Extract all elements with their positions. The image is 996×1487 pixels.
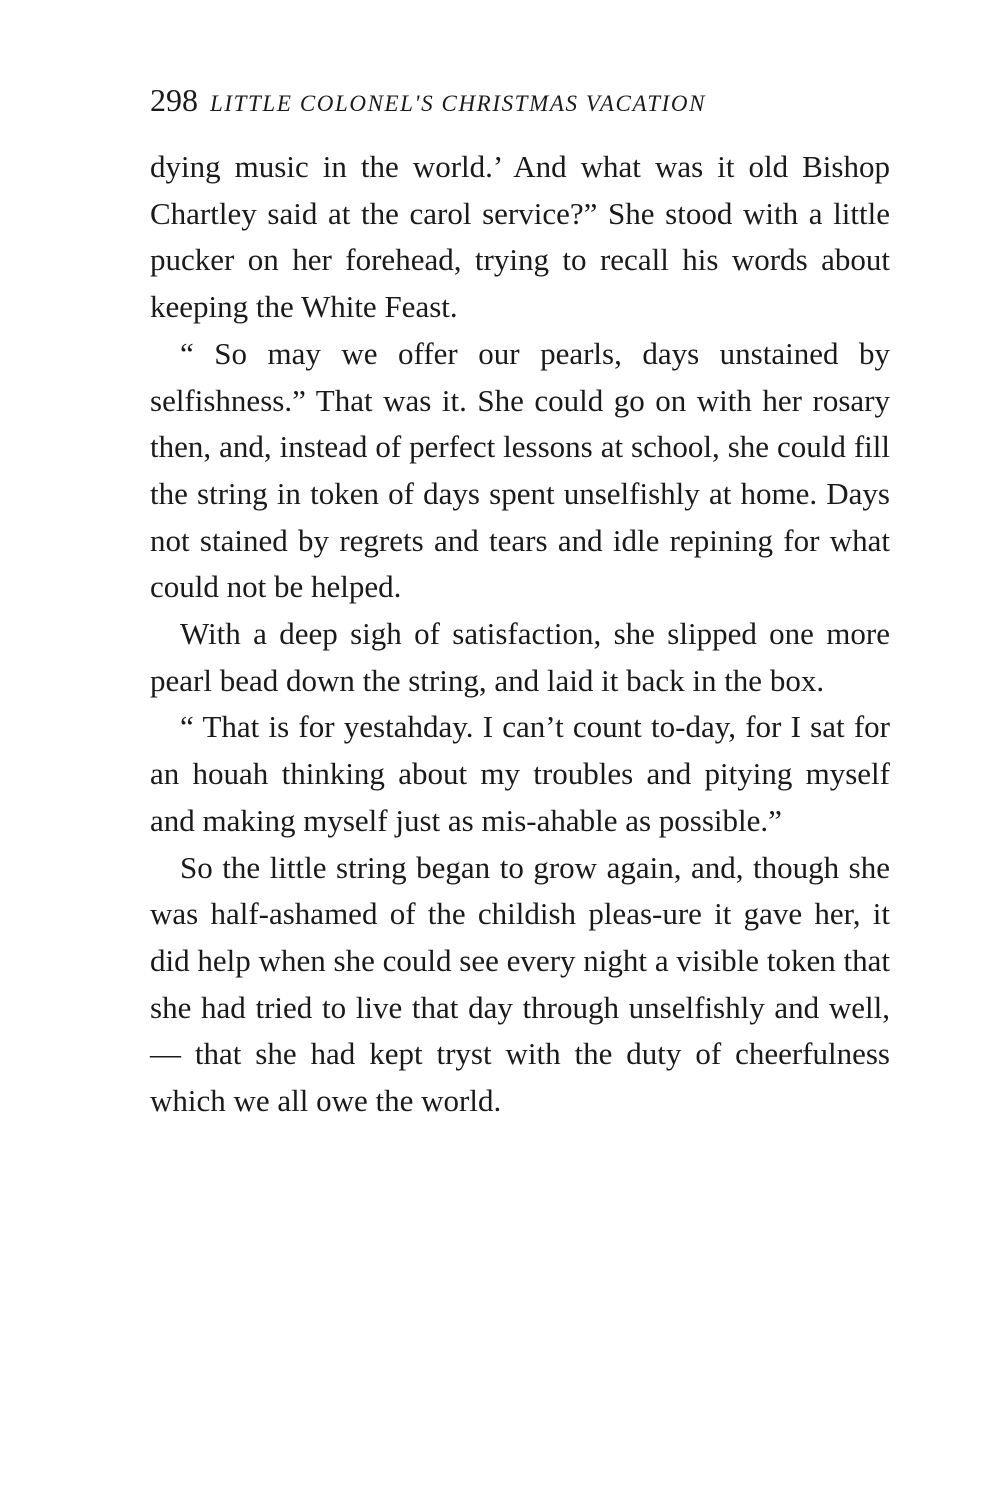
paragraph-3: With a deep sigh of satisfaction, she slipped one more pearl bead down the string, and laid it back in the box. bbox=[150, 616, 890, 698]
page-body bbox=[150, 144, 890, 1125]
paragraph-5: So the little string began to grow again, and, though she was half-ashamed of the childish pleas-ure it gave her, it did help when she could see every night a visible token that she had tried to live that day through unselfishly and well, — that she had kept tryst with the duty of cheerfulness which we all owe the world. bbox=[150, 849, 890, 1119]
running-head: LITTLE COLONEL'S CHRISTMAS VACATION bbox=[210, 91, 707, 116]
page-header bbox=[150, 82, 890, 130]
paragraph-4: “ That is for yestahday. I can’t count to-day, for I sat for an houah thinking about my troubles and pitying myself and making myself just as mis-ahable as possible.” bbox=[150, 709, 890, 838]
paragraph-1: dying music in the world.’ And what was it old Bishop Chartley said at the carol service?” She stood with a little pucker on her forehead, trying to recall his words about keeping the White Feast. bbox=[150, 149, 890, 325]
page-number: 298 bbox=[150, 82, 198, 118]
paragraph-2: “ So may we offer our pearls, days unstained by selfishness.” That was it. She could go on with her rosary then, and, instead of perfect lessons at school, she could fill the string in token of days spent unselfishly at home. Days not stained by regrets and tears and idle repining for what could not be helped. bbox=[150, 335, 890, 605]
book-page bbox=[150, 82, 890, 1125]
